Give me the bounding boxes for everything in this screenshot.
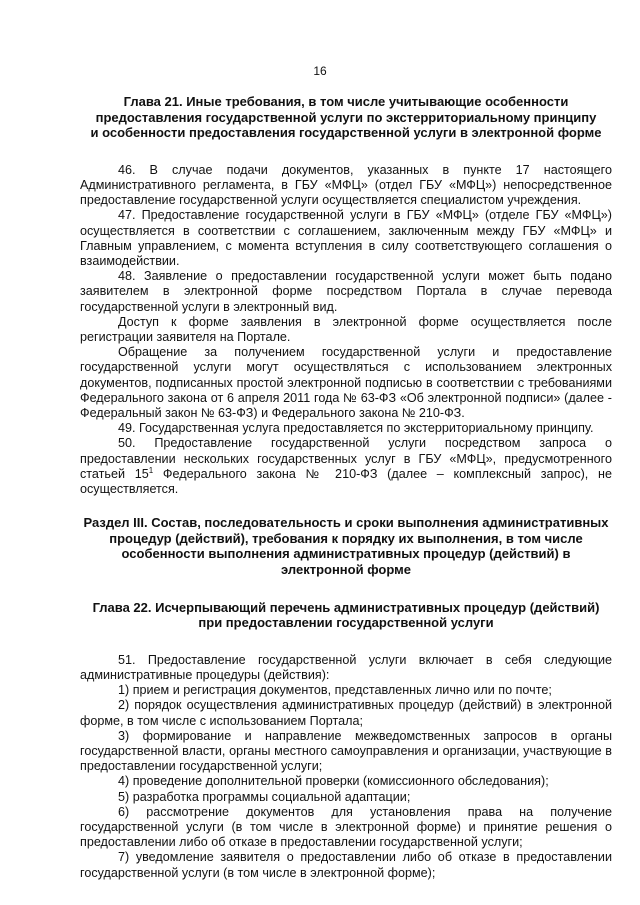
spacer: [80, 578, 612, 600]
list-item-2: 2) порядок осуществления административных процедур (действий) в электронной форме, в том числе с использованием Портала;: [80, 698, 612, 728]
spacer: [80, 141, 612, 163]
list-item-3: 3) формирование и направление межведомственных запросов в органы государственной власти, органы местного самоуправления и организации, участвующие в предоставлении государственной услуги;: [80, 728, 612, 774]
paragraph-46: 46. В случае подачи документов, указанных в пункте 17 настоящего Административного регламента, в ГБУ «МФЦ» (отдел ГБУ «МФЦ») непосредственное предоставление государственной услуги осуществляется специалистом учреждения.: [80, 162, 612, 208]
list-item-4: 4) проведение дополнительной проверки (комиссионного обследования);: [118, 774, 549, 789]
page-content: [80, 94, 612, 881]
section-3-heading: Раздел III. Состав, последовательность и сроки выполнения административных процедур (действий), требования к порядку их выполнения, в том числе особенности выполнения административных процедур (действий) в электронной форме: [83, 515, 609, 578]
paragraph-access-form: Доступ к форме заявления в электронной форме осуществляется после регистрации заявителя на Портале.: [80, 314, 612, 345]
page-number: 16: [313, 64, 327, 78]
chapter-22-heading: Глава 22. Исчерпывающий перечень административных процедур (действий) при предоставлении государственной услуги: [92, 599, 600, 631]
paragraph-51: 51. Предоставление государственной услуги включает в себя следующие административные процедуры (действия):: [80, 652, 612, 683]
spacer: [80, 497, 612, 515]
paragraph-50-text: 50. Предоставление государственной услуги посредством запроса о предоставлении нескольких государственных услуг в ГБУ «МФЦ», предусмотренного статьей 15: [80, 436, 612, 481]
list-item-1: 1) прием и регистрация документов, представленных лично или по почте;: [118, 683, 552, 698]
spacer: [80, 631, 612, 653]
footnote-superscript: 1: [148, 465, 154, 475]
paragraph-49: 49. Государственная услуга предоставляется по экстерриториальному принципу.: [118, 421, 594, 436]
paragraph-50: [80, 436, 612, 497]
paragraph-47: 47. Предоставление государственной услуги в ГБУ «МФЦ» (отделе ГБУ «МФЦ») осуществляется в соответствии с соглашением, заключенным между ГБУ «МФЦ» и Главным управлением, с момента вступления в силу соответствующего соглашения о взаимодействии.: [80, 208, 612, 268]
paragraph-electronic-docs: Обращение за получением государственной услуги и предоставление государственной услуги могут осуществляться с использованием электронных документов, подписанных простой электронной подписью в соответствии с требованиями Федерального закона от 6 апреля 2011 года № 63-ФЗ «Об электронной подписи» (далее - Федеральный закон № 63-ФЗ) и Федерального закона № 210-ФЗ.: [80, 345, 612, 421]
paragraph-48: 48. Заявление о предоставлении государственной услуги может быть подано заявителем в электронной форме посредством Портала в случае перевода государственной услуги в электронный вид.: [80, 269, 612, 314]
list-item-5: 5) разработка программы социальной адаптации;: [118, 789, 411, 804]
list-item-6: 6) рассмотрение документов для установления права на получение государственной услуги (в том числе в электронной форме) и принятие решения о предоставлении либо об отказе в предоставлении государственной услуги;: [80, 804, 612, 850]
list-item-7: 7) уведомление заявителя о предоставлении либо об отказе в предоставлении государственной услуги (в том числе в электронной форме);: [80, 850, 612, 880]
chapter-21-heading: Глава 21. Иные требования, в том числе учитывающие особенности предоставления государственной услуги по экстерриториальному принципу и особенности предоставления государственной услуги в электронной форме: [90, 94, 602, 141]
paragraph-50-text-end: Федерального закона № 210-ФЗ (далее – комплексный запрос), не осуществляется.: [80, 466, 612, 497]
